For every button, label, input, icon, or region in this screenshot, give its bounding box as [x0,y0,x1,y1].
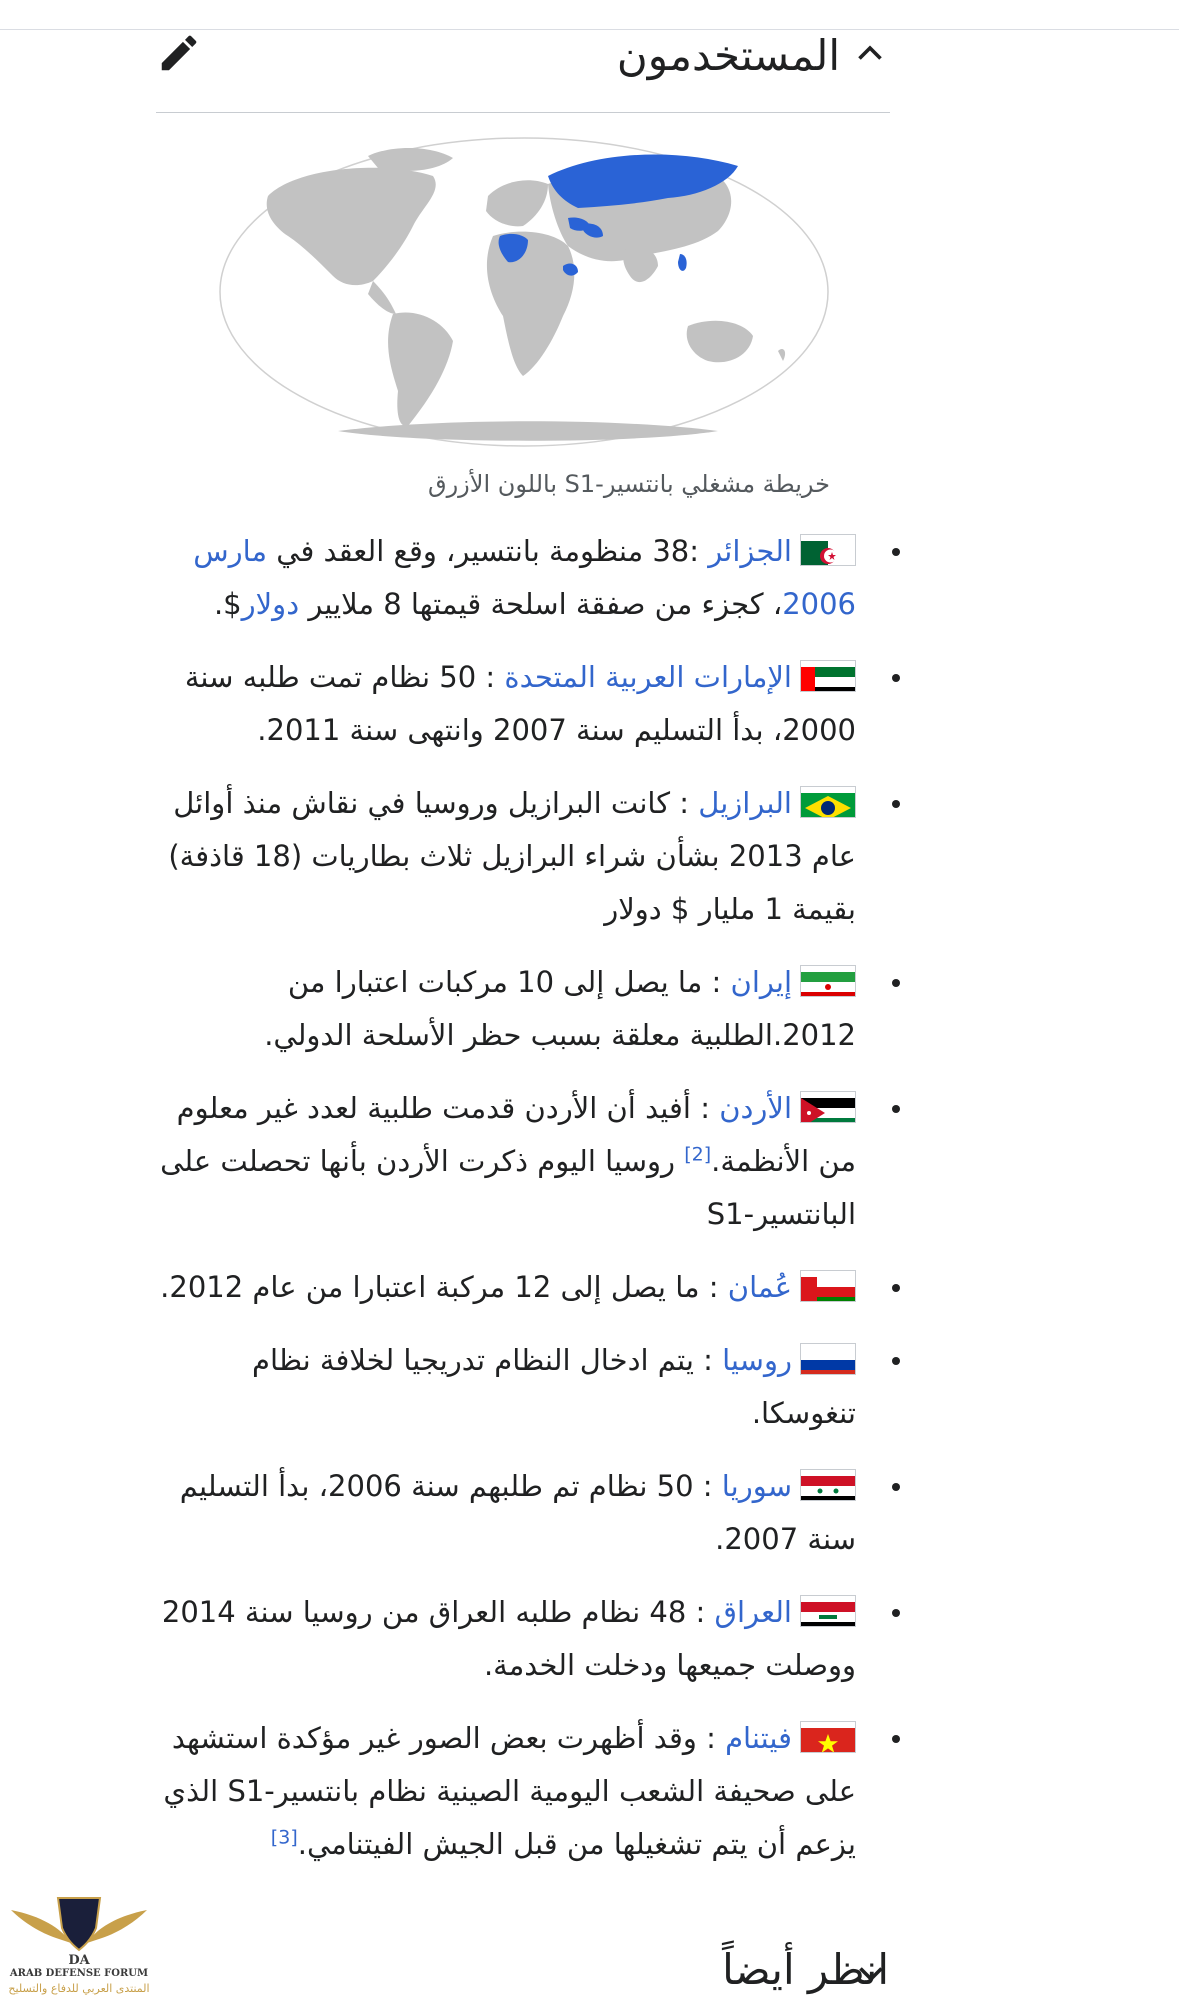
chevron-down-icon[interactable] [853,1955,889,1991]
logo-badge: DA [68,1953,90,1968]
country-link[interactable]: العراق [714,1595,792,1629]
operator-item-iraq [150,1586,856,1692]
flag-russia-icon [800,1343,856,1375]
flag-iraq-icon [800,1595,856,1627]
operator-item-russia [150,1334,856,1440]
arab-defense-forum-watermark [6,1888,152,1998]
operator-text: : يتم ادخال النظام تدريجيا لخلافة نظام تنغوسكا. [252,1343,856,1430]
operators-world-map[interactable] [218,136,830,448]
country-link[interactable]: عُمان [727,1270,792,1304]
flag-syria-icon [800,1469,856,1501]
watermark-line2: المنتدى العربي للدفاع والتسليح [8,1982,150,1995]
watermark-line1: ARAB DEFENSE FORUM [9,1968,149,1979]
operator-item-jordan [150,1082,856,1241]
operator-text: : 48 نظام طلبه العراق من روسيا سنة 2014 ووصلت جميعها ودخلت الخدمة. [161,1595,856,1682]
bullet-icon [892,548,900,556]
operator-item-oman [150,1261,856,1314]
operator-text: $. [213,587,242,621]
operator-text: : 50 نظام تمت طلبه سنة 2000، بدأ التسليم سنة 2007 وانتهى سنة 2011. [184,660,856,747]
country-link[interactable]: روسيا [722,1343,792,1377]
flag-oman-icon [800,1270,856,1302]
operator-text: : أفيد أن الأردن قدمت طلبية لعدد غير معلوم من الأنظمة. [176,1091,856,1178]
operator-text: : 50 نظام تم طلبهم سنة 2006، بدأ التسليم سنة 2007. [179,1469,856,1556]
bullet-icon [892,1284,900,1292]
operator-text: : وقد أظهرت بعض الصور غير مؤكدة استشهد على صحيفة الشعب اليومية الصينية نظام بانتسير-S1 الذي يزعم أن يتم تشغيلها من قبل الجيش الفيتنامي. [163,1721,856,1861]
operator-text: ، كجزء من صفقة اسلحة قيمتها 8 ملايير [299,587,783,621]
bullet-icon [892,1609,900,1617]
country-link[interactable]: سوريا [721,1469,792,1503]
section-header-users[interactable] [156,26,890,113]
bullet-icon [892,1735,900,1743]
currency-link[interactable]: دولار [241,587,300,621]
section-title-see-also[interactable]: انظر أيضاً [722,1945,889,1994]
bullet-icon [892,1105,900,1113]
flag-iran-icon [800,965,856,997]
bullet-icon [892,1483,900,1491]
flag-algeria-icon [800,534,856,566]
operators-list [150,525,856,1891]
operator-text: :38 منظومة بانتسير، وقع العقد في [267,534,709,568]
operator-text: : ما يصل إلى 10 مركبات اعتبارا من 2012.الطلبية معلقة بسبب حظر الأسلحة الدولي. [264,965,856,1052]
flag-uae-icon [800,660,856,692]
bullet-icon [892,800,900,808]
operator-item-syria [150,1460,856,1566]
citation-link[interactable]: [2] [684,1143,712,1166]
operator-item-uae [150,651,856,757]
operator-text: : ما يصل إلى 12 مركبة اعتبارا من عام 2012. [160,1270,728,1304]
date-link[interactable]: مارس 2006 [193,534,856,621]
operator-item-vietnam [150,1712,856,1871]
map-caption: خريطة مشغلي بانتسير-S1 باللون الأزرق [427,470,830,498]
flag-vietnam-icon [800,1721,856,1753]
bullet-icon [892,1357,900,1365]
flag-brazil-icon [800,786,856,818]
pencil-edit-icon[interactable] [156,30,202,76]
section-title: المستخدمون [616,31,840,80]
operator-item-brazil [150,777,856,936]
operator-text: : كانت البرازيل وروسيا في نقاش منذ أوائل عام 2013 بشأن شراء البرازيل ثلاث بطاريات (18 قاذفة) بقيمة 1 مليار $ دولار [168,786,856,926]
country-link[interactable]: فيتنام [725,1721,792,1755]
citation-link[interactable]: [3] [270,1826,298,1849]
country-link[interactable]: الجزائر [708,534,792,568]
bullet-icon [892,979,900,987]
country-link[interactable]: إيران [730,965,792,999]
eagle-logo-icon [6,1888,152,1968]
country-link[interactable]: الأردن [719,1091,792,1125]
operator-item-iran [150,956,856,1062]
chevron-up-icon[interactable] [852,36,888,72]
bullet-icon [892,674,900,682]
operator-text: روسيا اليوم ذكرت الأردن بأنها تحصلت على البانتسير-S1 [160,1144,856,1231]
operator-item-algeria [150,525,856,631]
country-link[interactable]: البرازيل [698,786,792,820]
country-link[interactable]: الإمارات العربية المتحدة [504,660,792,694]
flag-jordan-icon [800,1091,856,1123]
